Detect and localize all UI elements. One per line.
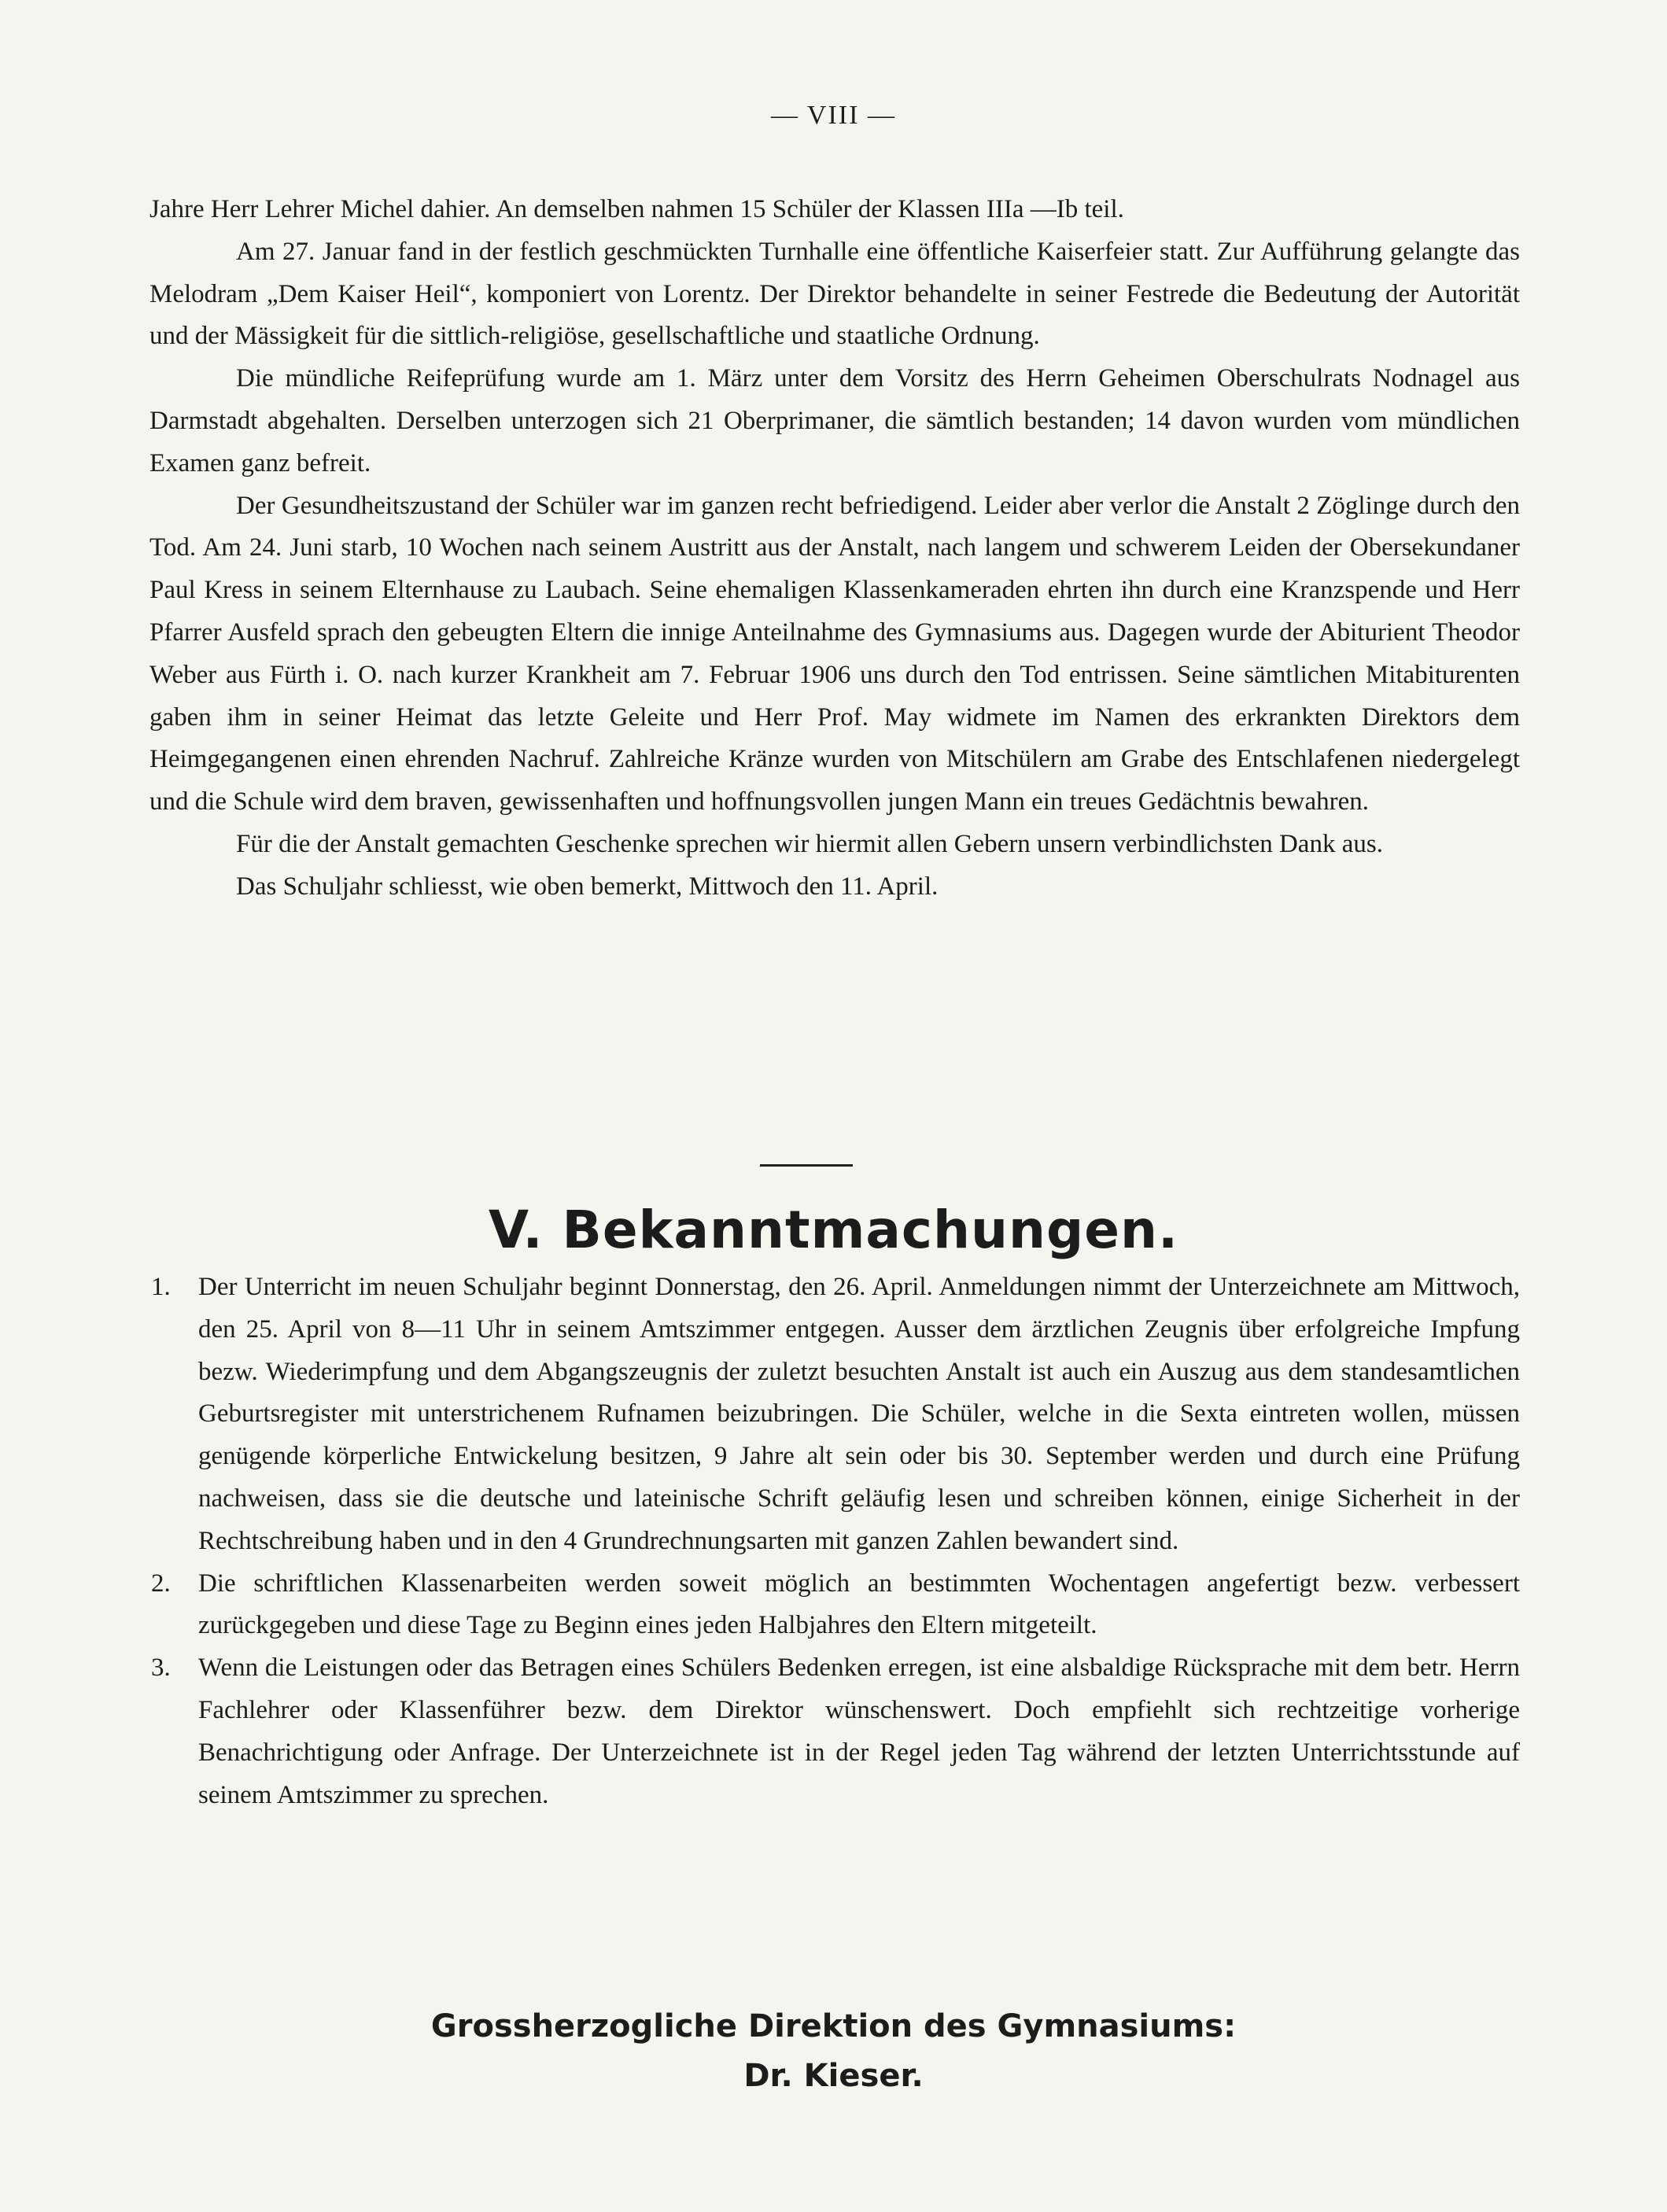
- notice-item: [149, 1563, 1520, 1648]
- notice-number: 1.: [151, 1273, 171, 1301]
- section-divider: [760, 1164, 853, 1167]
- notice-item: [149, 1647, 1520, 1816]
- signature-institution: Grossherzogliche Direktion des Gymnasiums:: [430, 2008, 1237, 2044]
- notice-item: [149, 1266, 1520, 1563]
- notice-text: Der Unterricht im neuen Schuljahr beginnt Donnerstag, den 26. April. Anmeldungen nimmt der Unterzeichnete am Mittwoch, den 25. April von 8—11 Uhr in seinem Amtszimmer entgegen. Ausser dem ärztlichen Zeugnis über erfolgreiche Impfung bezw. Wiederimpfung und dem Abgangszeugnis der zuletzt besuchten Anstalt ist auch ein Auszug aus dem standesamtlichen Geburtsregister mit unterstrichenem Rufnamen beizubringen. Die Schüler, welche in die Sexta eintreten wollen, müssen genügende körperliche Entwickelung besitzen, 9 Jahre alt sein oder bis 30. September werden und durch eine Prüfung nachweisen, dass sie die deutsche und lateinische Schrift geläufig lesen und schreiben können, einige Sicherheit in der Rechtschreibung haben und in den 4 Grundrechnungsarten mit ganzen Zahlen bewandert sind.: [198, 1273, 1520, 1555]
- section-heading: V. Bekanntmachungen.: [488, 1200, 1179, 1260]
- notice-number: 3.: [151, 1653, 171, 1683]
- signature-name: Dr. Kieser.: [743, 2058, 924, 2094]
- notice-number: 2.: [151, 1569, 171, 1598]
- paragraph-2: Am 27. Januar fand in der festlich geschmückten Turnhalle eine öffentliche Kaiserfeier statt. Zur Aufführung gelangte das Melodram „Dem Kaiser Heil“, komponiert von Lorentz. Der Direktor behandelte in seiner Festrede die Bedeutung der Autorität und der Mässigkeit für die sittlich-religiöse, gesellschaftliche und staatliche Ordnung.: [149, 237, 1520, 351]
- page-number: — VIII —: [771, 101, 896, 130]
- notice-text: Wenn die Leistungen oder das Betragen eines Schülers Bedenken erregen, ist eine alsbaldige Rücksprache mit dem betr. Herrn Fachlehrer oder Klassenführer bezw. dem Direktor wünschenswert. Doch empfiehlt sich rechtzeitige vorherige Benachrichtigung oder Anfrage. Der Unterzeichnete ist in der Regel jeden Tag während der letzten Unterrichtsstunde auf seinem Amtszimmer zu sprechen.: [198, 1653, 1520, 1809]
- paragraph-4: Der Gesundheitszustand der Schüler war im ganzen recht befriedigend. Leider aber verlor die Anstalt 2 Zöglinge durch den Tod. Am 24. Juni starb, 10 Wochen nach seinem Austritt aus der Anstalt, nach langem und schwerem Leiden der Obersekundaner Paul Kress in seinem Elternhause zu Laubach. Seine ehemaligen Klassenkameraden ehrten ihn durch eine Kranzspende und Herr Pfarrer Ausfeld sprach den gebeugten Eltern die innige Anteilnahme des Gymnasiums aus. Dagegen wurde der Abiturient Theodor Weber aus Fürth i. O. nach kurzer Krankheit am 7. Februar 1906 uns durch den Tod entrissen. Seine sämtlichen Mitabiturenten gaben ihm in seiner Heimat das letzte Geleite und Herr Prof. May widmete im Namen des erkrankten Direktors dem Heimgegangenen einen ehrenden Nachruf. Zahlreiche Kränze wurden von Mitschülern am Grabe des Entschlafenen niedergelegt und die Schule wird dem braven, gewissenhaften und hoffnungsvollen jungen Mann ein treues Gedächtnis bewahren.: [149, 491, 1520, 817]
- notice-text: Die schriftlichen Klassenarbeiten werden soweit möglich an bestimmten Wochentagen angefertigt bezw. verbessert zurückgegeben und diese Tage zu Beginn eines jeden Halbjahres den Eltern mitgeteilt.: [198, 1569, 1520, 1640]
- paragraph-3: Die mündliche Reifeprüfung wurde am 1. März unter dem Vorsitz des Herrn Geheimen Oberschulrats Nodnagel aus Darmstadt abgehalten. Derselben unterzogen sich 21 Oberprimaner, die sämtlich bestanden; 14 davon wurden vom mündlichen Examen ganz befreit.: [149, 364, 1520, 477]
- paragraph-5: Für die der Anstalt gemachten Geschenke sprechen wir hiermit allen Gebern unsern verbindlichsten Dank aus.: [236, 829, 1383, 858]
- notices-list: [149, 1266, 1520, 1816]
- paragraph-6: Das Schuljahr schliesst, wie oben bemerkt, Mittwoch den 11. April.: [236, 872, 939, 901]
- chronicle-body: [149, 189, 1520, 909]
- paragraph-1: Jahre Herr Lehrer Michel dahier. An demselben nahmen 15 Schüler der Klassen IIIa —Ib teil.: [149, 195, 1124, 223]
